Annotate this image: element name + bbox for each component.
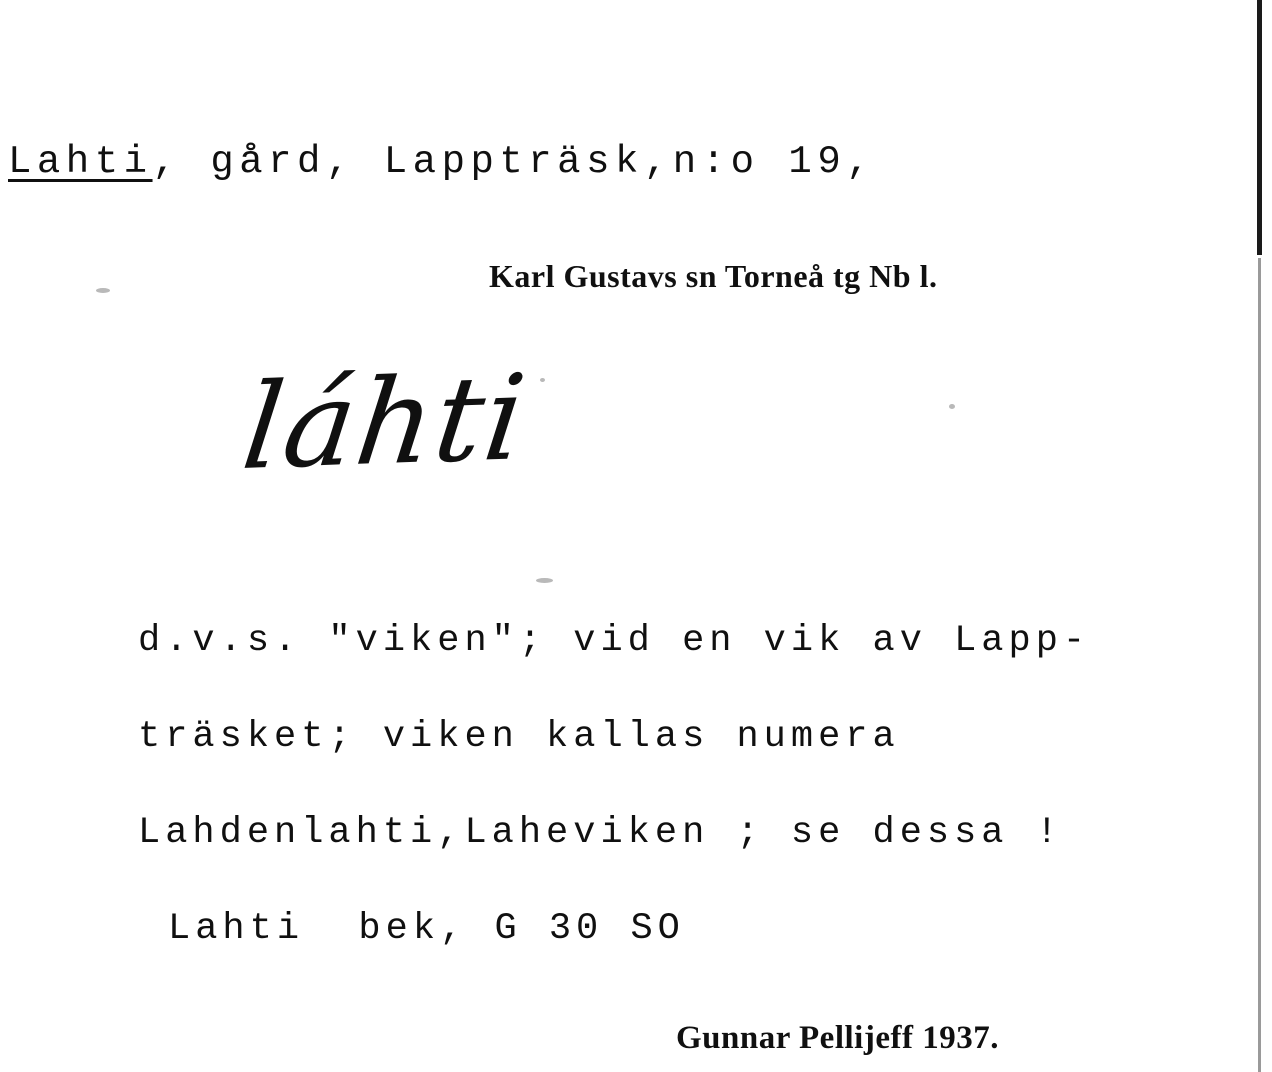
body-line-4: Lahti bek, G 30 SO (168, 908, 685, 950)
handwritten-phonetic-form: láhti (236, 348, 534, 496)
headword-line (8, 140, 875, 184)
informant-line: Karl Gustavs sn Torneå tg Nb l. (489, 258, 938, 294)
body-line-3: Lahdenlahti,Laheviken ; se dessa ! (138, 812, 1063, 854)
collector-line: Gunnar Pellijeff 1937. (676, 1020, 999, 1056)
card-edge-shadow (1257, 0, 1262, 255)
headword-rest: , gård, Lappträsk,n:o 19, (152, 140, 876, 184)
scan-speck (536, 578, 553, 583)
headword-underlined: Lahti (8, 140, 153, 184)
card-edge-line (1258, 258, 1261, 1072)
scan-speck (96, 288, 110, 293)
scan-speck (949, 404, 955, 409)
body-line-1: d.v.s. "viken"; vid en vik av Lapp- (138, 620, 1091, 662)
scan-speck (540, 378, 545, 382)
body-line-2: träsket; viken kallas numera (138, 716, 900, 758)
